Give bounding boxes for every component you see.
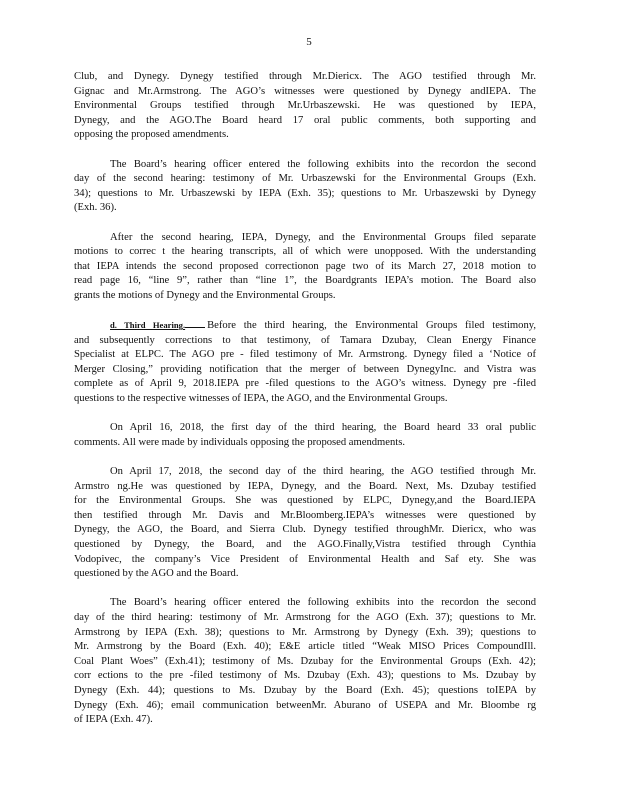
line-text: then testified through Mr. Davis and Mr.Bloomberg.IEPA’s witnesses were questioned by (74, 509, 536, 521)
text-line (74, 201, 536, 216)
text-line (74, 70, 536, 85)
page-number: 5 (306, 36, 312, 48)
paragraph (74, 421, 536, 450)
text-line (74, 699, 536, 714)
line-text: Merger Closing,” providing notification that the merger of between DynegyInc. and Vistra was (74, 363, 536, 375)
text-line (74, 553, 536, 568)
line-text: corr ections to the pre -filed testimony of Ms. Dzubay (Exh. 43); questions to Ms. Dzubay by (74, 670, 536, 682)
text-line (74, 392, 536, 407)
line-text: Armstrong by IEPA (Exh. 38); questions to Mr. Armstrong by Dynegy (Exh. 39); questions to (74, 626, 536, 638)
text-line (74, 655, 536, 670)
line-text: and subsequently corrections to that testimony, of Tamara Dzubay, Clean Energy Finance (74, 334, 536, 346)
text-line (74, 85, 536, 100)
line-text: that IEPA intends the second proposed correctionon page two of its March 27, 2018 motion to (74, 260, 536, 272)
section-subheading: d. Third Hearing. (110, 320, 186, 331)
text-line (74, 274, 536, 289)
line-text: On April 16, 2018, the first day of the third hearing, the Board heard 33 oral public (110, 422, 536, 434)
text-line (74, 114, 536, 129)
line-text: Gignac and Mr.Armstrong. The AGO’s witnesses were questioned by Dynegy andIEPA. The (74, 85, 536, 97)
paragraph (74, 231, 536, 304)
line-text: for the Environmental Groups. She was questioned by ELPC, Dynegy,and the Board.IEPA (74, 495, 536, 507)
line-text: questioned by the AGO and the Board. (74, 568, 239, 580)
line-text: Environmental Groups testified through Mr.Urbaszewski. He was questioned by IEPA, (74, 100, 536, 112)
line-text: read page 16, “line 9”, rather than “line 1”, the Boardgrants IEPA’s motion. The Board also (74, 275, 536, 287)
line-text: Dynegy, the AGO, the Board, and Sierra Club. Dynegy testified throughMr. Diericx, who was (74, 524, 536, 536)
text-line (74, 494, 536, 509)
line-text: questioned by Dynegy, the Board, and the AGO.Finally,Vistra testified through Cynthia (74, 539, 536, 550)
paragraph (74, 158, 536, 216)
line-text: day of the third hearing: testimony of Mr. Armstrong for the AGO (Exh. 37); questions to Mr. (74, 611, 536, 623)
line-text: complete as of April 9, 2018.IEPA pre -filed questions to the AGO’s witness. Dynegy pre -filed (74, 378, 536, 390)
paragraph (74, 465, 536, 582)
text-line (74, 480, 536, 495)
text-line (74, 465, 536, 480)
line-text: day of the second hearing: testimony of Mr. Urbaszewski for the Environmental Groups (Exh. (74, 173, 536, 185)
line-text: 34); questions to Mr. Urbaszewski by IEPA (Exh. 35); questions to Mr. Urbaszewski by Dynegy (74, 187, 536, 199)
text-line (74, 334, 536, 349)
text-line (74, 684, 536, 699)
text-line (74, 128, 536, 143)
line-text: Before the third hearing, the Environmental Groups filed testimony, (207, 320, 536, 332)
text-line (74, 713, 536, 728)
text-line (74, 626, 536, 641)
text-line (74, 245, 536, 260)
text-line (74, 158, 536, 173)
paragraph (74, 70, 536, 143)
line-text: Dynegy (Exh. 46); email communication betweenMr. Aburano of USEPA and Mr. Bloombe rg (74, 699, 536, 711)
line-text: Mr. Armstrong by the Board (Exh. 40); E&E article titled “Weak MISO Prices CompoundIll. (74, 641, 536, 653)
text-line (74, 231, 536, 246)
text-line (74, 187, 536, 202)
line-text: Vodopivec, the company’s Vice President of Environmental Health and Saf ety. She was (74, 553, 536, 565)
text-line (74, 260, 536, 275)
line-text: opposing the proposed amendments. (74, 129, 229, 141)
line-text: grants the motions of Dynegy and the Environmental Groups. (74, 289, 336, 301)
line-text: Dynegy, and the AGO.The Board heard 17 oral public comments, both supporting and (74, 114, 536, 126)
text-line (74, 567, 536, 582)
line-text: Coal Plant Woes” (Exh.41); testimony of Ms. Dzubay for the Environmental Groups (Exh. 42); (74, 655, 536, 667)
line-text: Specialist at ELPC. The AGO pre - filed testimony of Mr. Armstrong. Dynegy filed a ‘Notice of (74, 349, 536, 361)
subheading-underline (185, 327, 205, 328)
document-body (74, 70, 536, 742)
text-line (74, 289, 536, 304)
line-text: of IEPA (Exh. 47). (74, 714, 153, 726)
line-text: After the second hearing, IEPA, Dynegy, and the Environmental Groups filed separate (110, 231, 536, 243)
line-text: Armstro ng.He was questioned by IEPA, Dynegy, and the Board. Next, Ms. Dzubay testified (74, 480, 536, 492)
text-line (74, 172, 536, 187)
line-text: questions to the respective witnesses of IEPA, the AGO, and the Environmental Groups. (74, 393, 448, 405)
text-line (74, 538, 536, 553)
paragraph (74, 318, 536, 407)
text-line (74, 363, 536, 378)
line-text: The Board’s hearing officer entered the following exhibits into the recordon the second (110, 158, 536, 170)
line-text: Club, and Dynegy. Dynegy testified through Mr.Diericx. The AGO testified through Mr. (74, 71, 536, 82)
text-line (74, 99, 536, 114)
line-text: comments. All were made by individuals opposing the proposed amendments. (74, 436, 405, 448)
text-line (74, 377, 536, 392)
text-line (74, 318, 536, 334)
line-text: Dynegy (Exh. 44); questions to Ms. Dzubay by the Board (Exh. 45); questions toIEPA by (74, 684, 536, 696)
text-line (74, 436, 536, 451)
text-line (74, 596, 536, 611)
text-line (74, 669, 536, 684)
line-text: The Board’s hearing officer entered the following exhibits into the recordon the second (110, 597, 536, 609)
text-line (74, 509, 536, 524)
text-line (74, 640, 536, 655)
text-line (74, 611, 536, 626)
line-text: (Exh. 36). (74, 202, 117, 214)
paragraph (74, 596, 536, 727)
line-text: On April 17, 2018, the second day of the third hearing, the AGO testified through Mr. (110, 466, 536, 478)
text-line (74, 421, 536, 436)
text-line (74, 523, 536, 538)
line-text: motions to correc t the hearing transcripts, all of which were unopposed. With the understanding (74, 246, 536, 258)
text-line (74, 348, 536, 363)
